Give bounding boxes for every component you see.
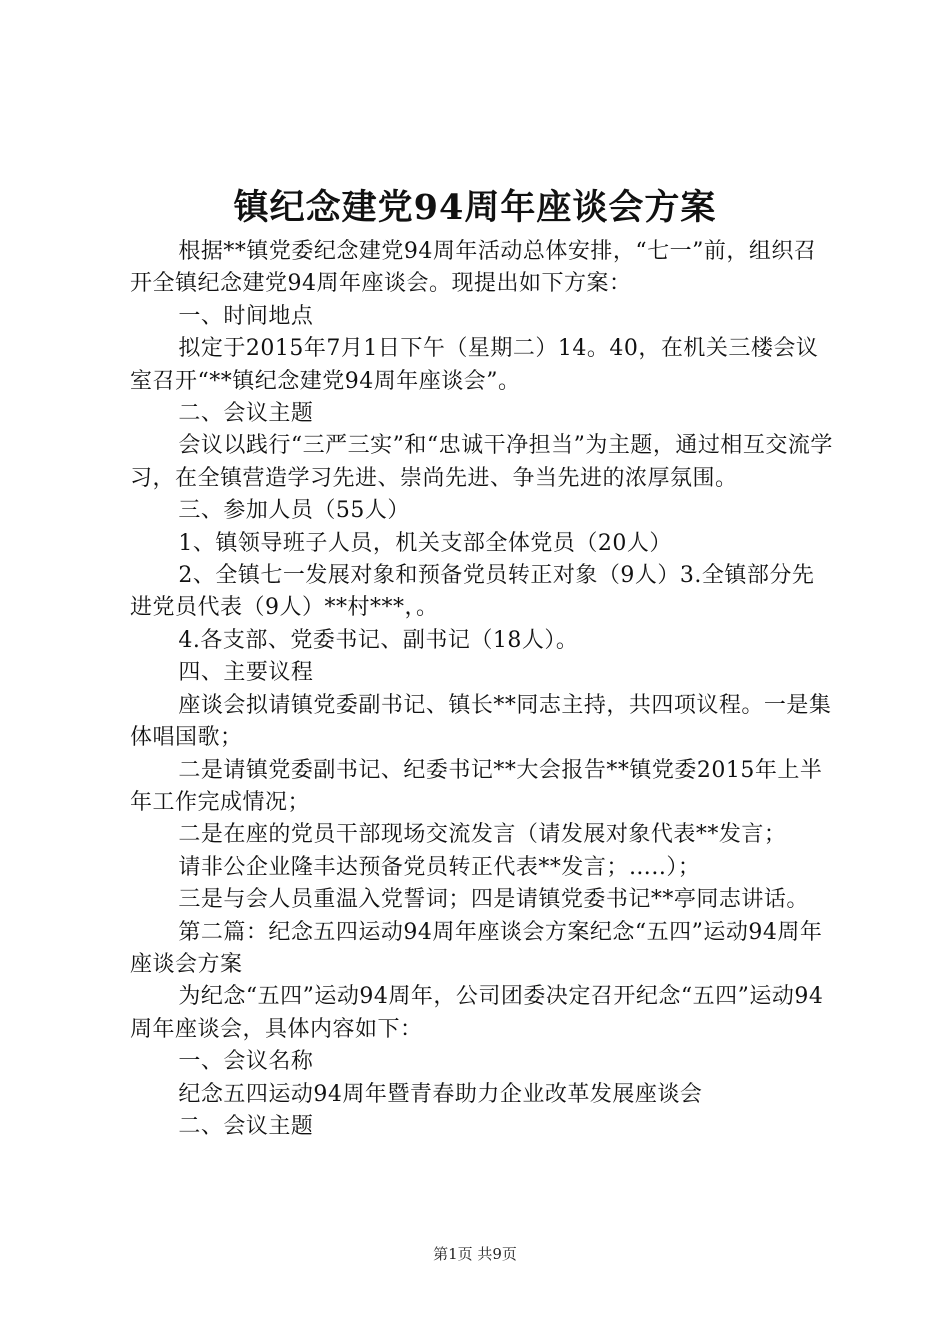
- document-body: [130, 236, 835, 1143]
- paragraph: 请非公企业隆丰达预备党员转正代表**发言；…..）；: [178, 854, 701, 880]
- paragraph: 座谈会拟请镇党委副书记、镇长**同志主持，共四项议程。一是集体唱国歌；: [130, 692, 832, 751]
- paragraph: 会议以践行“三严三实”和“忠诚干净担当”为主题，通过相互交流学习，在全镇营造学习先进、崇尚先进、争当先进的浓厚氛围。: [130, 433, 833, 491]
- section-heading: 二、会议主题: [178, 1113, 314, 1139]
- paragraph: 第二篇：纪念五四运动94周年座谈会方案纪念“五四”运动94周年座谈会方案: [130, 919, 823, 977]
- paragraph: 4.各支部、党委书记、副书记（18人）。: [178, 627, 579, 653]
- section-heading: 三、参加人员（55人）: [178, 498, 410, 524]
- section-heading: 一、时间地点: [178, 303, 314, 329]
- paragraph: 2、全镇七一发展对象和预备党员转正对象（9人）3.全镇部分先进党员代表（9人）**村***，。: [130, 563, 815, 621]
- paragraph: 二是在座的党员干部现场交流发言（请发展对象代表**发言；: [178, 822, 787, 848]
- paragraph: 1、镇领导班子人员，机关支部全体党员（20人）: [178, 530, 672, 556]
- paragraph: 根据**镇党委纪念建党94周年活动总体安排，“七一”前，组织召开全镇纪念建党94周年座谈会。现提出如下方案：: [130, 239, 817, 297]
- page-number: 第1页 共9页: [433, 1245, 517, 1263]
- paragraph: 为纪念“五四”运动94周年，公司团委决定召开纪念“五四”运动94周年座谈会，具体内容如下：: [130, 984, 824, 1042]
- section-heading: 四、主要议程: [178, 660, 314, 686]
- paragraph: 拟定于2015年7月1日下午（星期二）14。40，在机关三楼会议室召开“**镇纪念建党94周年座谈会”。: [130, 336, 819, 394]
- paragraph: 纪念五四运动94周年暨青春助力企业改革发展座谈会: [178, 1081, 703, 1107]
- section-heading: 一、会议名称: [178, 1049, 314, 1075]
- paragraph: 三是与会人员重温入党誓词；四是请镇党委书记**亭同志讲话。: [178, 887, 809, 913]
- section-heading: 二、会议主题: [178, 401, 314, 427]
- document-title: 镇纪念建党94周年座谈会方案: [233, 187, 717, 228]
- paragraph: 二是请镇党委副书记、纪委书记**大会报告**镇党委2015年上半年工作完成情况；: [130, 757, 823, 815]
